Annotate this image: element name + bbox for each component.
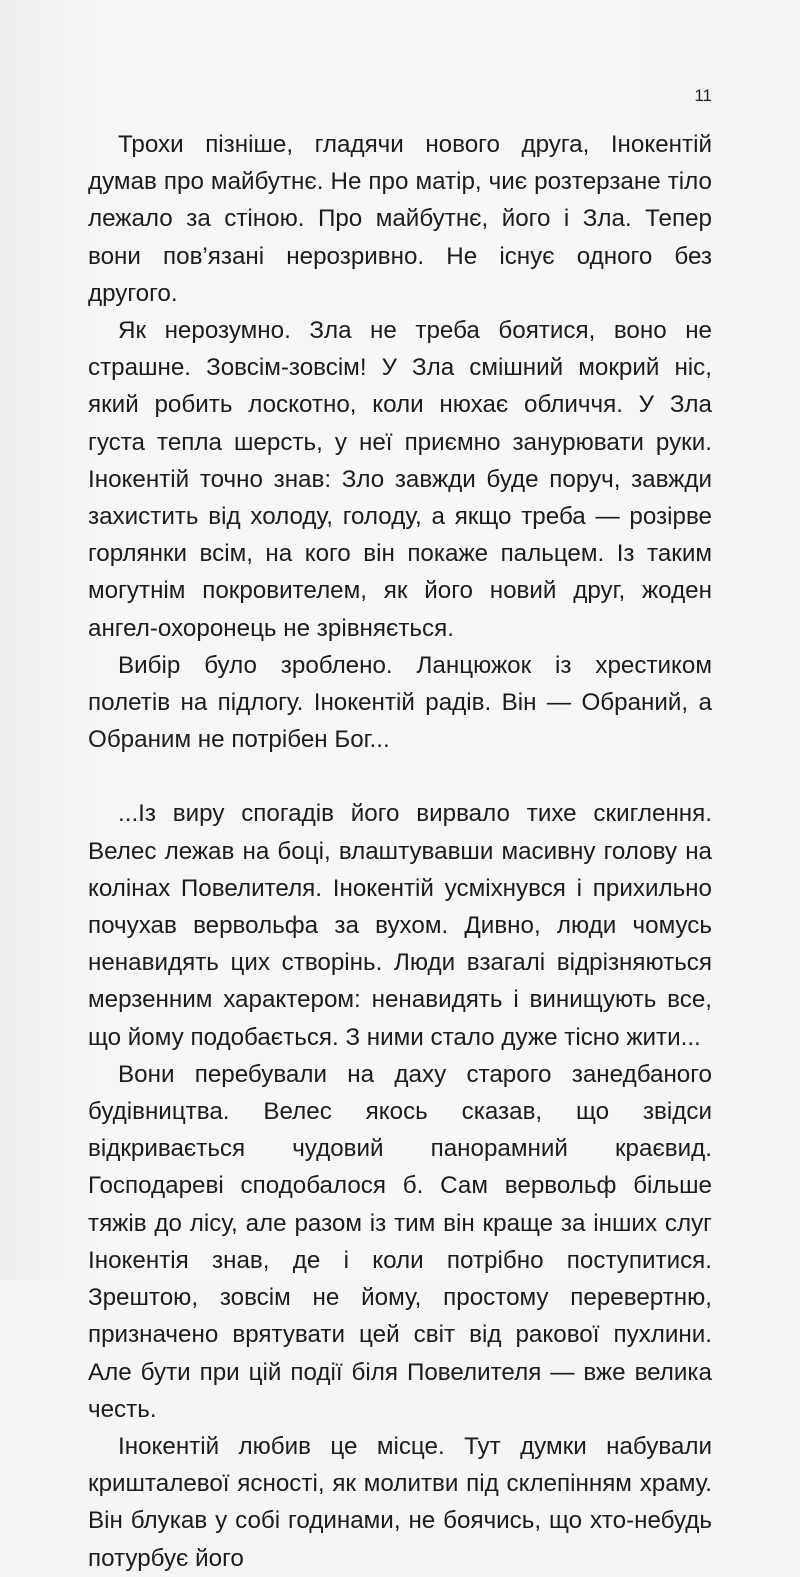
paragraph: Вони перебували на даху старого занедбаного будівництва. Велес якось сказав, що звідси відкривається чудовий панорамний краєвид. Господареві сподобалося б. Сам вервольф більше тяжів до лісу, але разом із тим він краще за інших слуг Інокентія знав, де і коли потрібно поступитися. Зрештою, зовсім не йому, простому перевертню, призначено врятувати цей світ від ракової пухлини. Але бути при цій події біля Повелителя — вже велика честь.: [88, 1060, 712, 1423]
paragraph: Вибір було зроблено. Ланцюжок із хрестиком полетів на підлогу. Інокентій радів. Він — Обраний, а Обраним не потрібен Бог...: [88, 651, 712, 754]
body-text: [88, 126, 712, 1577]
paragraph-scene-start: ...Із виру спогадів його вирвало тихе скиглення. Велес лежав на боці, влаштувавши масивну голову на колінах Повелителя. Інокентій усміхнувся і прихильно почухав вервольфа за вухом. Дивно, люди чомусь ненавидять цих створінь. Люди взагалі відрізняються мерзенним характером: ненавидять і винищують все, що йому подобається. З ними стало дуже тісно жити...: [88, 800, 712, 1051]
paragraph: Інокентій любив це місце. Тут думки набували кришталевої ясності, як молитви під склепінням храму. Він блукав у собі годинами, не боячись, що хто-небудь потурбує його: [88, 1432, 712, 1572]
paragraph: Трохи пізніше, гладячи нового друга, Інокентій думав про майбутнє. Не про матір, чиє розтерзане тіло лежало за стіною. Про майбутнє, його і Зла. Тепер вони пов’язані нерозривно. Не існує одного без другого.: [88, 131, 712, 307]
page-number: 11: [694, 86, 712, 105]
paragraph: Як нерозумно. Зла не треба боятися, воно не страшне. Зовсім-зовсім! У Зла смішний мокрий ніс, який робить лоскотно, коли нюхає обличчя. У Зла густа тепла шерсть, у неї приємно занурювати руки. Інокентій точно знав: Зло завжди буде поруч, завжди захистить від холоду, голоду, а якщо треба — розірве горлянки всім, на кого він покаже пальцем. Із таким могутнім покровителем, як його новий друг, жоден ангел-охоронець не зрівняється.: [88, 317, 712, 642]
